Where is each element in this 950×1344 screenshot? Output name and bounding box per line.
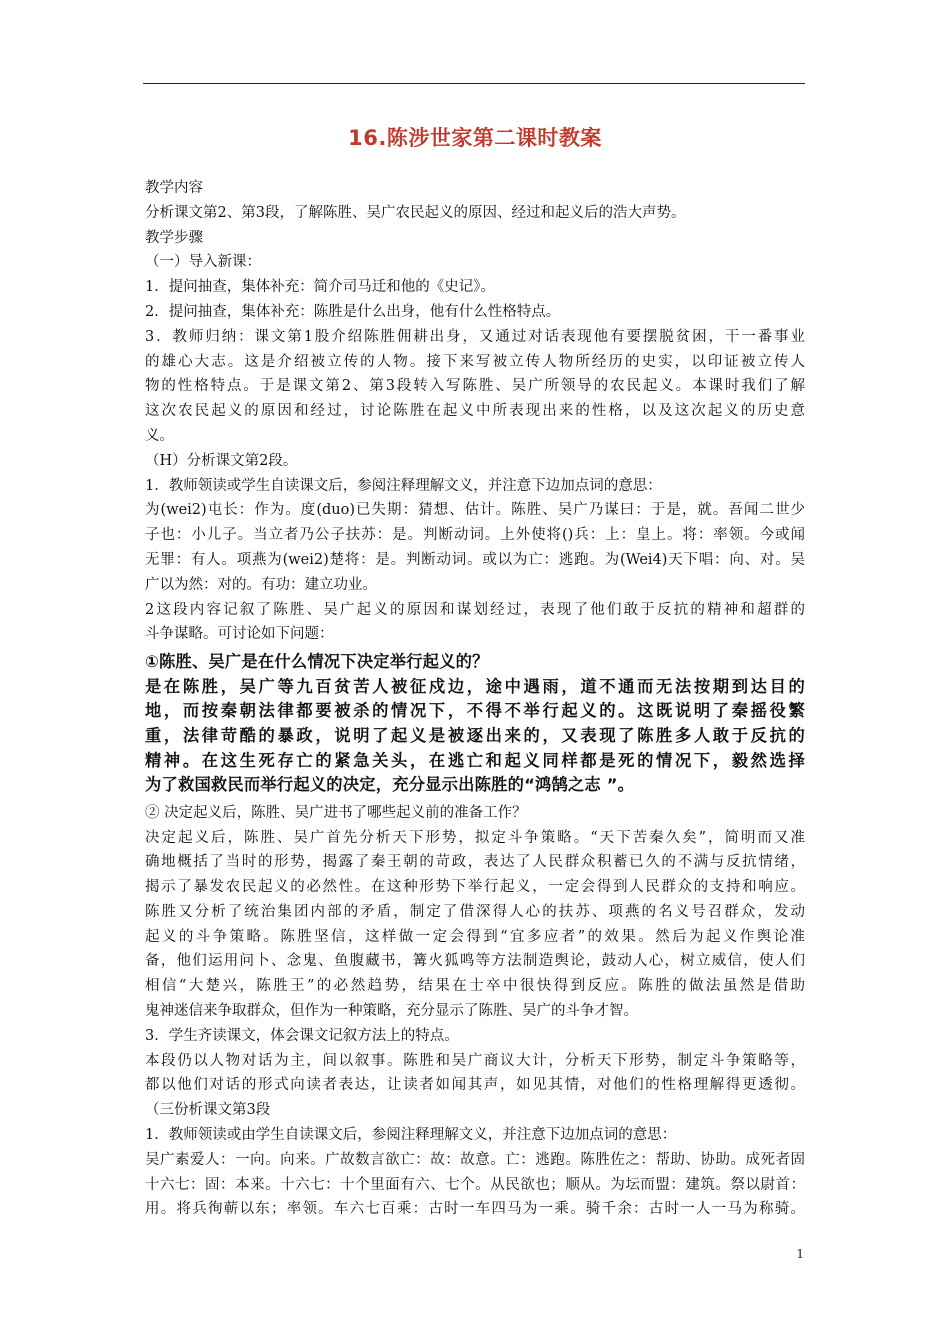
text-line: 斗争谋略。可讨论如下问题： (145, 626, 334, 643)
text-line: 是在陈胜，吴广等九百贫苦人被征戍边，途中遇雨，道不通而无法按期到达目的 (145, 676, 805, 696)
text-line: 1．提问抽查，集体补充：简介司马迁和他的《史记》。 (145, 279, 495, 296)
text-line: 鬼神迷信来争取群众，但作为一种策略，充分显示了陈胜、吴广的斗争才智。 (145, 1003, 638, 1020)
text-line: ①陈胜、吴广是在什么情况下决定举行起义的？ (145, 652, 489, 672)
text-line: 教学内容 (145, 180, 203, 196)
text-line: 起义的斗争策略。陈胜坚信，这样做一定会得到“宜多应者”的效果。然后为起义作舆论准 (145, 928, 805, 945)
text-line: 地，而按秦朝法律都要被杀的情况下，不得不举行起义的。这既说明了秦摇役繁 (145, 701, 805, 721)
text-line: 为(wei2)屯长：作为。度(duo)已失期：猜想、估计。陈胜、吴广乃谋曰：于是，就。吾闻二世少 (145, 502, 805, 519)
text-line: （一）导入新课： (145, 254, 261, 271)
text-line: 吴广素爱人：一向。向来。广故数言欲亡：故：故意。亡：逃跑。陈胜佐之：帮助、协助。成死者固 (145, 1151, 805, 1168)
body-section-continued (145, 801, 805, 1223)
header-rule (143, 83, 805, 84)
text-line: 这次农民起义的原因和经过，讨论陈胜在起义中所表现出来的性格，以及这次起义的历史意 (145, 403, 805, 420)
text-line: 1．教师领读或由学生自读课文后，参阅注释理解文义，并注意下边加点词的意思： (145, 1127, 677, 1144)
body-section-intro (145, 176, 805, 647)
text-line: 义。 (145, 427, 174, 444)
text-line: 为了救国救民而举行起义的决定，充分显示出陈胜的“鸿鹄之志 ”。 (145, 775, 635, 795)
text-line: 精神。在这生死存亡的紧急关头，在逃亡和起义同样都是死的情况下，毅然选择 (145, 750, 805, 770)
text-line: 2．提问抽查，集体补充：陈胜是什么出身，他有什么性格特点。 (145, 303, 561, 320)
text-line: 子也：小儿子。当立者乃公子扶苏：是。判断动词。上外使将()兵：上：皇上。将：率领。今或闻 (145, 527, 805, 544)
text-line: 的雄心大志。这是介绍被立传的人物。接下来写被立传人物所经历的史实，以印证被立传人 (145, 353, 805, 370)
text-line: 都以他们对话的形式向读者表达，让读者如闻其声，如见其情，对他们的性格理解得更透彻。 (145, 1077, 805, 1094)
text-line: 本段仍以人物对话为主，间以叙事。陈胜和吴广商议大计，分析天下形势，制定斗争策略等， (145, 1052, 805, 1069)
text-line: 广以为然：对的。有功：建立功业。 (145, 576, 377, 593)
text-line: 用。将兵徇蕲以东；率领。车六七百乘：古时一车四马为一乘。骑千余：古时一人一马为称骑。 (145, 1201, 805, 1218)
text-line: 决定起义后，陈胜、吴广首先分析天下形势，拟定斗争策略。“天下苦秦久矣”，简明而又准 (145, 829, 805, 846)
page-number: 1 (796, 1247, 804, 1261)
text-line: （三份析课文第3段 (145, 1102, 271, 1119)
text-line: 物的性格特点。于是课文第2、第3段转入写陈胜、吴广所领导的农民起义。本课时我们了解 (145, 378, 805, 395)
text-line: 确地概括了当时的形势，揭露了秦王朝的苛政，表达了人民群众积蓄已久的不满与反抗情绪， (145, 854, 805, 871)
text-line: 1．教师领读或学生自读课文后，参阅注释理解文义，并注意下边加点词的意思： (145, 477, 662, 494)
text-line: ② 决定起义后，陈胜、吴广进书了哪些起义前的准备工作？ (145, 804, 527, 821)
text-line: 相信“大楚兴，陈胜王”的必然趋势，结果在士卒中很快得到反应。陈胜的做法虽然是借助 (145, 978, 805, 995)
text-line: （H）分析课文第2段。 (145, 452, 298, 469)
text-line: 十六七：固：本来。十六七：十个里面有六、七个。从民欲也；顺从。为坛而盟：建筑。祭以尉首： (145, 1176, 805, 1193)
text-line: 教学步骤 (145, 229, 203, 246)
document-title: 16.陈涉世家第二课时教案 (348, 126, 602, 150)
body-section-answer-1 (145, 650, 805, 798)
text-line: 重，法律苛酷的暴政，说明了起义是被逐出来的，又表现了陈胜多人敢于反抗的 (145, 725, 805, 745)
text-line: 无罪：有人。项燕为(wei2)楚将：是。判断动词。或以为亡：逃跑。为(Wei4)天下唱：向、对。吴 (145, 551, 805, 568)
text-line: 3．学生齐读课文，体会课文记叙方法上的特点。 (145, 1027, 459, 1044)
text-line: 陈胜又分析了统治集团内部的矛盾，制定了借深得人心的扶苏、项燕的名义号召群众，发动 (145, 903, 805, 920)
text-line: 2这段内容记叙了陈胜、吴广起义的原因和谋划经过，表现了他们敢于反抗的精神和超群的 (145, 601, 805, 618)
text-line: 备，他们运用问卜、念鬼、鱼腹藏书，篝火狐鸣等方法制造舆论，鼓动人心，树立威信，使人们 (145, 953, 805, 970)
document-body (145, 176, 805, 1222)
text-line: 分析课文第2、第3段，了解陈胜、吴广农民起义的原因、经过和起义后的浩大声势。 (145, 204, 686, 221)
text-line: 3．教师归纳：课文第1股介绍陈胜佣耕出身，又通过对话表现他有要摆脱贫困，干一番事业 (145, 328, 805, 345)
text-line: 揭示了暴发农民起义的必然性。在这种形势下举行起义，一定会得到人民群众的支持和响应。 (145, 879, 805, 896)
